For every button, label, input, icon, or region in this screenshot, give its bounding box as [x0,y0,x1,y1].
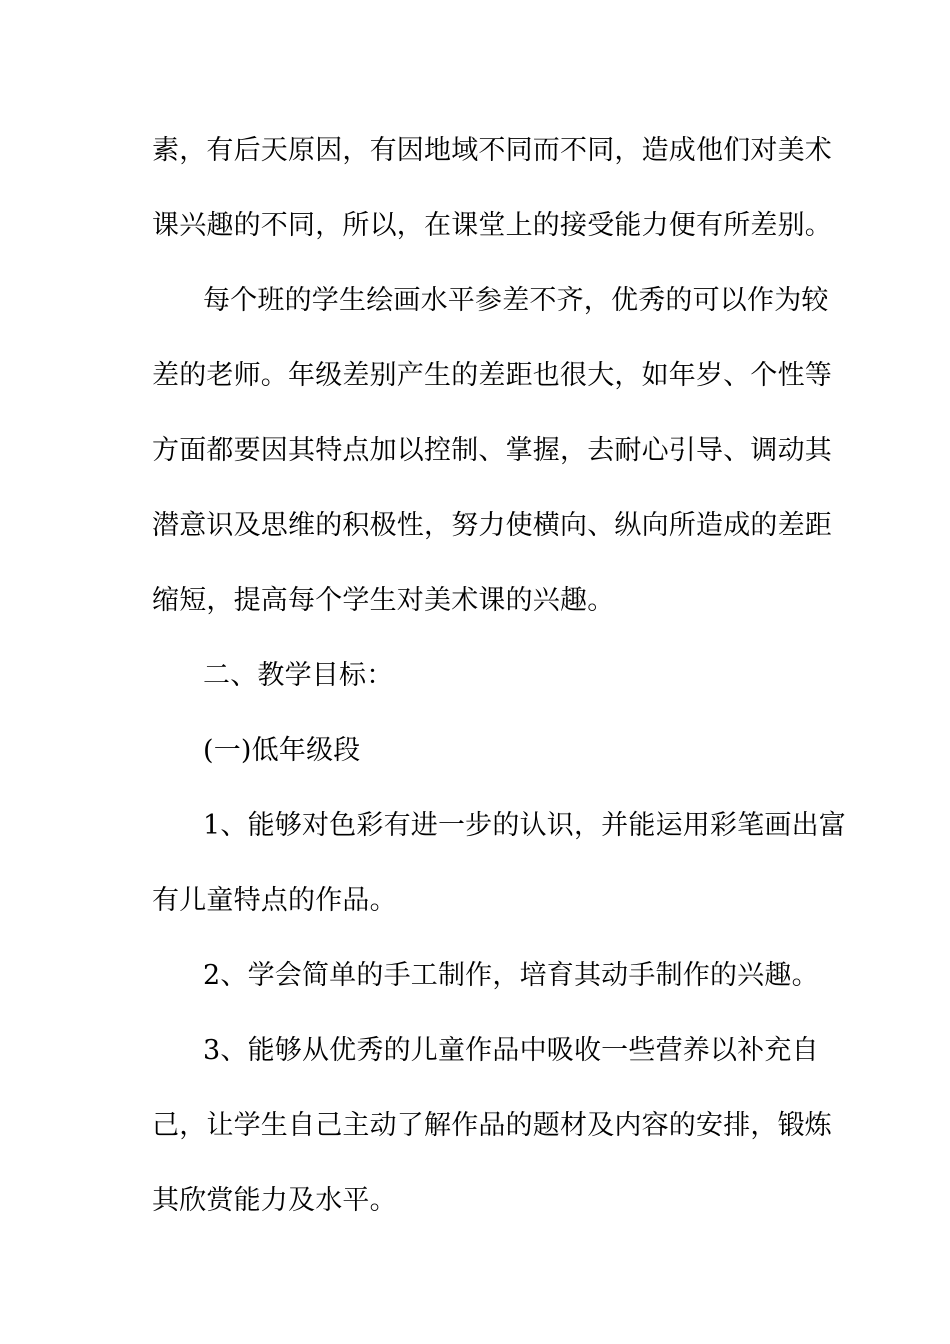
text-line: 潜意识及思维的积极性，努力使横向、纵向所造成的差距 [152,510,832,541]
subsection-heading: (一)低年级段 [203,735,361,766]
list-item-1-line: 1、能够对色彩有进一步的认识，并能运用彩笔画出富 [203,810,846,841]
text-line: 己，让学生自己主动了解作品的题材及内容的安排，锻炼 [152,1110,832,1141]
text-line: 缩短，提高每个学生对美术课的兴趣。 [152,585,615,616]
text-line: 课兴趣的不同，所以，在课堂上的接受能力便有所差别。 [152,210,832,241]
list-item-2-line: 2、学会简单的手工制作，培育其动手制作的兴趣。 [203,960,819,991]
text-line: 其欣赏能力及水平。 [152,1185,397,1216]
text-line: 方面都要因其特点加以控制、掌握，去耐心引导、调动其 [152,435,832,466]
section-heading: 二、教学目标： [203,660,394,691]
list-item-3-line: 3、能够从优秀的儿童作品中吸收一些营养以补充自 [203,1035,819,1066]
text-line: 差的老师。年级差别产生的差距也很大，如年岁、个性等 [152,360,832,391]
paragraph-start-line: 每个班的学生绘画水平参差不齐，优秀的可以作为较 [203,285,829,316]
text-line: 有儿童特点的作品。 [152,885,397,916]
text-line: 素，有后天原因，有因地域不同而不同，造成他们对美术 [152,135,832,166]
